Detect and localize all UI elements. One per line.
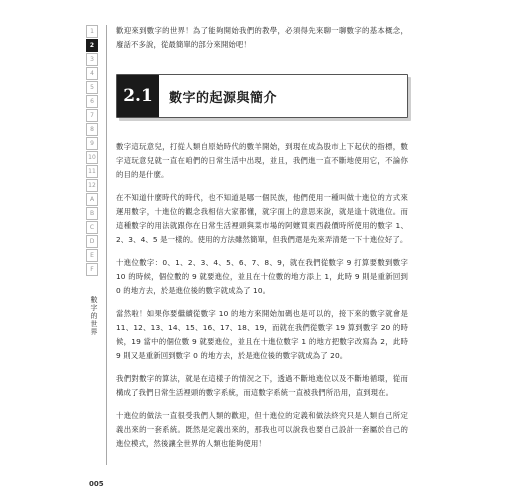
chapter-tab-7: 7 bbox=[86, 109, 98, 122]
chapter-tabs bbox=[86, 25, 98, 276]
chapter-tab-6: 6 bbox=[86, 95, 98, 108]
body-paragraph: 我們對數字的算法，就是在這樣子的情況之下，透過不斷地進位以及不斷地循環，從而構成了我們日常生活裡頭的數字系統，而這數字系統一直被我們所沿用，直到現在。 bbox=[116, 374, 408, 397]
intro-paragraph: 歡迎來到數字的世界！為了能夠開始我們的教學，必須得先來聊一聊數字的基本概念，廢話不多說，從最簡單的部分來開始吧！ bbox=[116, 26, 408, 49]
chapter-tab-12: 12 bbox=[86, 179, 98, 192]
page-number: 005 bbox=[89, 480, 104, 488]
chapter-tab-e: E bbox=[86, 249, 98, 262]
chapter-tab-11: 11 bbox=[86, 165, 98, 178]
chapter-tab-10: 10 bbox=[86, 151, 98, 164]
margin-rule bbox=[106, 25, 107, 465]
chapter-tab-1: 1 bbox=[86, 25, 98, 38]
chapter-tab-a: A bbox=[86, 193, 98, 206]
section-title: 數字的起源與簡介 bbox=[169, 90, 278, 106]
body-paragraph: 在不知道什麼時代的時代，也不知道是哪一個民族，他們使用一種叫做十進位的方式來運用數字，十進位的觀念我相信大家都懂，就字面上的意思來說，就是逢十就進位。而這種數字的用法就跟你在日常生活裡頭與菜市場的阿嬤買東西殺價時所使用的數字 1、2、3、4、5 是一樣的。使用的方法雖然簡單，但我們還是先來弄清楚一下十進位好了。 bbox=[116, 193, 408, 244]
section-number: 2.1 bbox=[117, 75, 159, 117]
chapter-tab-d: D bbox=[86, 235, 98, 248]
chapter-tab-4: 4 bbox=[86, 67, 98, 80]
section-heading bbox=[116, 74, 408, 118]
page-body bbox=[116, 24, 408, 460]
chapter-tab-c: C bbox=[86, 221, 98, 234]
chapter-tab-8: 8 bbox=[86, 123, 98, 136]
chapter-tab-2: 2 bbox=[86, 39, 98, 52]
body-paragraph: 數字這玩意兒，打從人類自原始時代的數羊開始，到現在成為股市上下起伏的指標，數字這玩意兒就一直在咱們的日常生活中出現，並且，我們進一直不斷地使用它，不論你的目的是什麼。 bbox=[116, 142, 408, 179]
chapter-side-label: 數字的世界 bbox=[90, 296, 98, 336]
chapter-tab-9: 9 bbox=[86, 137, 98, 150]
chapter-tab-3: 3 bbox=[86, 53, 98, 66]
chapter-tab-b: B bbox=[86, 207, 98, 220]
body-paragraph: 十進位的做法一直很受我們人類的歡迎，但十進位的定義和做法終究只是人類自己所定義出來的一套系統。既然是定義出來的，那我也可以說我也要自己設計一套屬於自己的進位模式，然後讓全世界的人類也能夠使用！ bbox=[116, 411, 408, 448]
body-paragraph: 當然啦！如果你要繼續從數字 10 的地方來開始加碼也是可以的，接下來的數字就會是 11、12、13、14、15、16、17、18、19，而就在我們從數字 19 算到數字 20 的時候，19 當中的個位數 9 就要進位，並且在十進位數字 1 的地方把數字改寫為 2，此時 9 則又是重新回到數字 0 的地方去，於是進位後的數字就成為了 20。 bbox=[116, 309, 408, 360]
chapter-tab-f: F bbox=[86, 263, 98, 276]
body-paragraph: 十進位數字：0、1、2、3、4、5、6、7、8、9，就在我們從數字 9 打算要數到數字 10 的時候，個位數的 9 就要進位，並且在十位數的地方添上 1，此時 9 則是重新回到 0 的地方去，於是進位後的數字就成為了 10。 bbox=[116, 258, 408, 295]
chapter-tab-5: 5 bbox=[86, 81, 98, 94]
